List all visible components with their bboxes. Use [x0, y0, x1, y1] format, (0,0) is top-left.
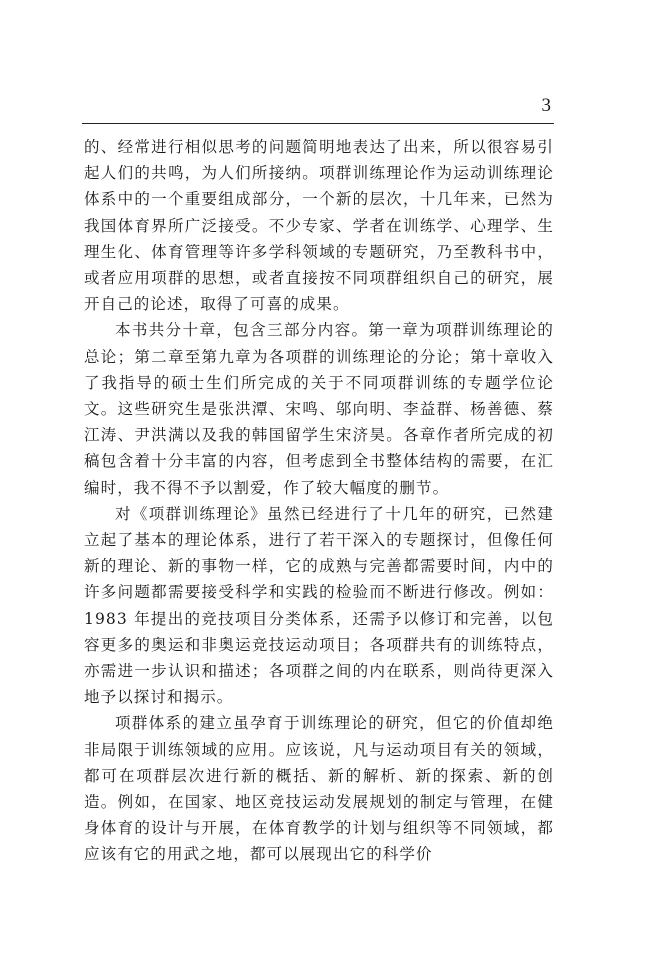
page-number: 3	[541, 95, 551, 116]
paragraph: 对《项群训练理论》虽然已经进行了十几年的研究，已然建立起了基本的理论体系，进行了若干深入的专题探讨，但像任何新的理论、新的事物一样，它的成熟与完善都需要时间，内中的许多问题都需要接受科学和实践的检验而不断进行修改。例如：1983 年提出的竞技项目分类体系，还需予以修订和完善，以包容更多的奥运和非奥运竞技运动项目；各项群共有的训练特点，亦需进一步认识和描述；各项群之间的内在联系，则尚待更深入地予以探讨和揭示。	[84, 504, 554, 707]
header-rule	[82, 123, 554, 124]
paragraph: 项群体系的建立虽孕育于训练理论的研究，但它的价值却绝非局限于训练领域的应用。应该说，凡与运动项目有关的领域，都可在项群层次进行新的概括、新的解析、新的探索、新的创造。例如，在国家、地区竞技运动发展规划的制定与管理，在健身体育的设计与开展，在体育教学的计划与组织等不同领域，都应该有它的用武之地，都可以展现出它的科学价	[84, 714, 554, 864]
body-text	[84, 134, 554, 868]
paragraph: 本书共分十章，包含三部分内容。第一章为项群训练理论的总论；第二章至第九章为各项群的训练理论的分论；第十章收入了我指导的硕士生们所完成的关于不同项群训练的专题学位论文。这些研究生是张洪潭、宋鸣、邬向明、李益群、杨善德、蔡江涛、尹洪满以及我的韩国留学生宋济昊。各章作者所完成的初稿包含着十分丰富的内容，但考虑到全书整体结构的需要，在汇编时，我不得不予以割爱，作了较大幅度的删节。	[84, 321, 554, 497]
paragraph: 的、经常进行相似思考的问题简明地表达了出来，所以很容易引起人们的共鸣，为人们所接纳。项群训练理论作为运动训练理论体系中的一个重要组成部分，一个新的层次，十几年来，已然为我国体育界所广泛接受。不少专家、学者在训练学、心理学、生理生化、体育管理等许多学科领域的专题研究，乃至教科书中，或者应用项群的思想，或者直接按不同项群组织自己的研究，展开自己的论述，取得了可喜的成果。	[84, 138, 554, 314]
